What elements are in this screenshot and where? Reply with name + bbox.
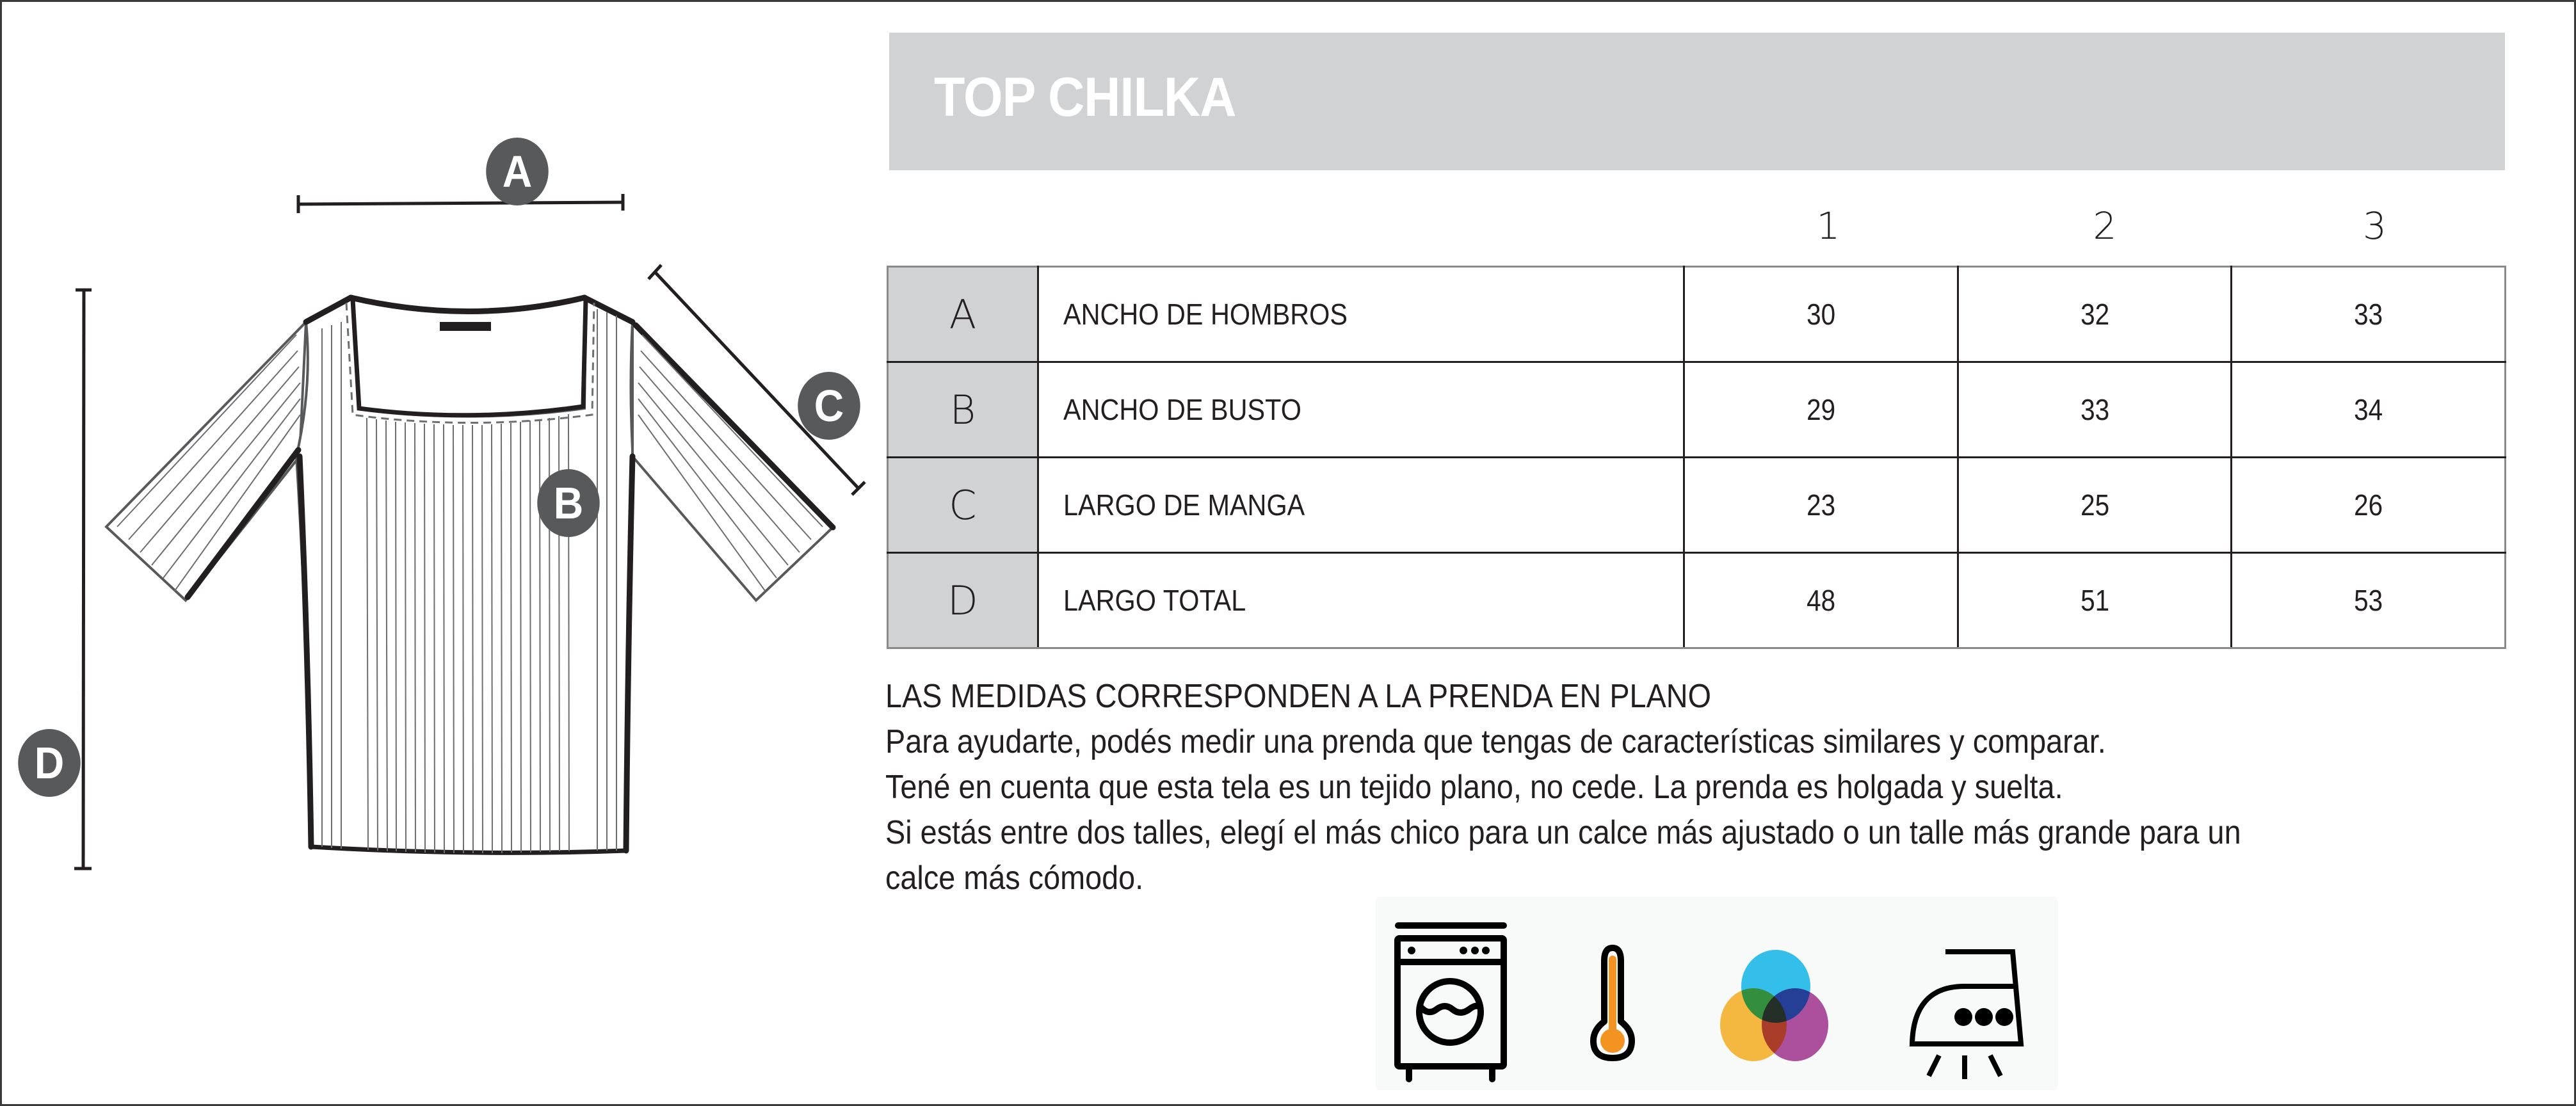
size-header-1: 1 bbox=[1816, 204, 1840, 248]
measure-label: ANCHO DE BUSTO bbox=[1063, 393, 1301, 426]
row-value bbox=[2232, 458, 2506, 553]
row-measure bbox=[1038, 362, 1684, 458]
label-c-badge: C bbox=[798, 372, 860, 440]
value-size-2: 33 bbox=[2080, 393, 2109, 426]
row-letter: B bbox=[888, 362, 1038, 458]
row-value bbox=[2232, 267, 2506, 362]
row-value bbox=[1684, 362, 1958, 458]
notes-line: calce más cómodo. bbox=[885, 860, 1144, 897]
row-letter: A bbox=[888, 267, 1038, 362]
washing-machine-icon bbox=[1389, 897, 1517, 1090]
table-row bbox=[888, 362, 2506, 458]
steam-iron-icon bbox=[1907, 897, 2048, 1090]
size-header-3: 3 bbox=[2363, 204, 2387, 248]
value-size-1: 23 bbox=[1806, 488, 1836, 522]
row-letter: D bbox=[888, 553, 1038, 648]
row-value bbox=[1958, 267, 2232, 362]
measure-label: LARGO DE MANGA bbox=[1063, 488, 1305, 522]
label-d-badge: D bbox=[18, 729, 81, 797]
row-value bbox=[1958, 458, 2232, 553]
row-measure bbox=[1038, 458, 1684, 553]
measure-label: ANCHO DE HOMBROS bbox=[1063, 298, 1348, 331]
row-value bbox=[1684, 267, 1958, 362]
notes-line: Tené en cuenta que esta tela es un tejido plano, no cede. La prenda es holgada y suelta. bbox=[885, 769, 2063, 806]
row-value bbox=[1958, 362, 2232, 458]
thermometer-icon bbox=[1581, 897, 1645, 1090]
value-size-1: 30 bbox=[1806, 298, 1836, 331]
value-size-2: 25 bbox=[2080, 488, 2109, 522]
color-circles-icon bbox=[1715, 897, 1843, 1090]
label-a-badge: A bbox=[486, 138, 549, 205]
row-measure bbox=[1038, 553, 1684, 648]
row-value bbox=[1684, 458, 1958, 553]
top-sketch-icon bbox=[2, 2, 873, 1106]
value-size-1: 48 bbox=[1806, 584, 1836, 617]
care-icons-panel bbox=[1376, 897, 2058, 1090]
label-b-badge: B bbox=[537, 469, 600, 537]
garment-illustration bbox=[2, 2, 873, 1106]
product-title: TOP CHILKA bbox=[934, 67, 1236, 128]
measure-label: LARGO TOTAL bbox=[1063, 584, 1246, 617]
row-value bbox=[1958, 553, 2232, 648]
table-row bbox=[888, 267, 2506, 362]
row-value bbox=[1684, 553, 1958, 648]
size-table bbox=[887, 266, 2506, 649]
notes-heading: LAS MEDIDAS CORRESPONDEN A LA PRENDA EN PLANO bbox=[885, 678, 1711, 715]
value-size-1: 29 bbox=[1806, 393, 1836, 426]
measurement-notes bbox=[885, 674, 2511, 901]
notes-line: Si estás entre dos talles, elegí el más chico para un calce más ajustado o un talle más grande para un bbox=[885, 814, 2241, 851]
value-size-2: 32 bbox=[2080, 298, 2109, 331]
row-measure bbox=[1038, 267, 1684, 362]
value-size-3: 34 bbox=[2354, 393, 2383, 426]
row-letter: C bbox=[888, 458, 1038, 553]
table-row bbox=[888, 553, 2506, 648]
title-bar bbox=[889, 33, 2505, 170]
row-value bbox=[2232, 553, 2506, 648]
row-value bbox=[2232, 362, 2506, 458]
size-header-2: 2 bbox=[2093, 204, 2117, 248]
value-size-3: 33 bbox=[2354, 298, 2383, 331]
notes-line: Para ayudarte, podés medir una prenda que tengas de características similares y comparar. bbox=[885, 723, 2106, 760]
value-size-3: 26 bbox=[2354, 488, 2383, 522]
value-size-2: 51 bbox=[2080, 584, 2109, 617]
table-row bbox=[888, 458, 2506, 553]
value-size-3: 53 bbox=[2354, 584, 2383, 617]
